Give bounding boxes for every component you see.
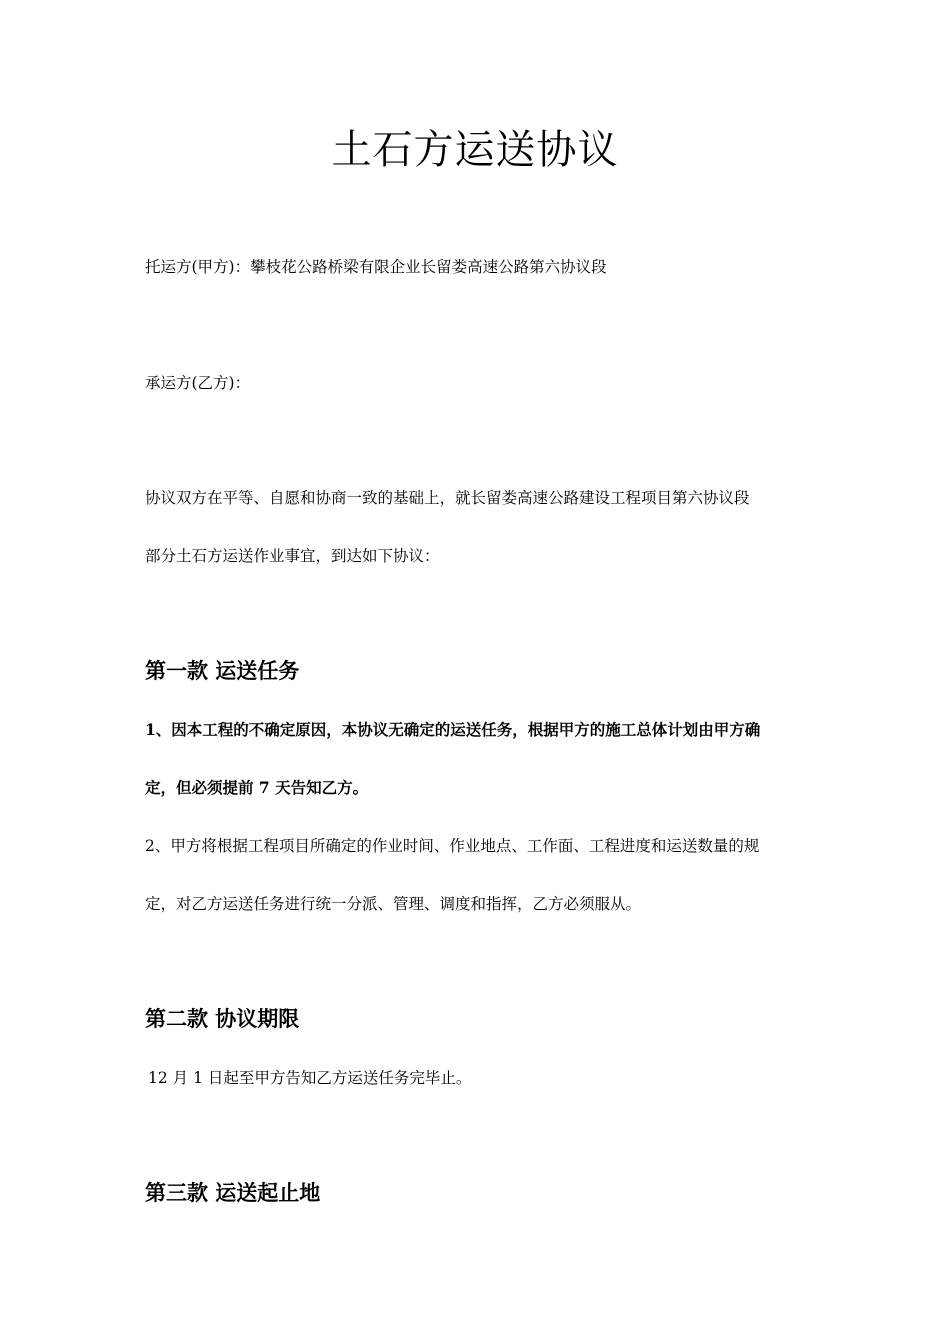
section-heading-2: 第二款 协议期限: [145, 1007, 300, 1031]
section-1-item-2-line-1: 2、甲方将根据工程项目所确定的作业时间、作业地点、工作面、工程进度和运送数量的规: [145, 837, 760, 855]
intro-line-1: 协议双方在平等、自愿和协商一致的基础上，就长留娄高速公路建设工程项目第六协议段: [145, 489, 750, 507]
section-heading-3: 第三款 运送起止地: [145, 1181, 321, 1205]
section-2-text: 12 月 1 日起至甲方告知乙方运送任务完毕止。: [148, 1069, 472, 1087]
party-a-line: 托运方(甲方)：攀枝花公路桥梁有限企业长留娄高速公路第六协议段: [145, 258, 607, 276]
section-1-item-1-line-1: 1、因本工程的不确定原因，本协议无确定的运送任务，根据甲方的施工总体计划由甲方确: [145, 720, 761, 739]
document-title: 土石方运送协议: [331, 127, 619, 173]
section-heading-1: 第一款 运送任务: [145, 659, 300, 683]
section-1-item-2-line-2: 定，对乙方运送任务进行统一分派、管理、调度和指挥，乙方必须服从。: [145, 895, 642, 913]
intro-line-2: 部分土石方运送作业事宜，到达如下协议：: [145, 547, 440, 565]
section-1-item-1-line-2: 定，但必须提前 7 天告知乙方。: [145, 778, 369, 797]
party-b-line: 承运方(乙方)：: [145, 374, 251, 392]
